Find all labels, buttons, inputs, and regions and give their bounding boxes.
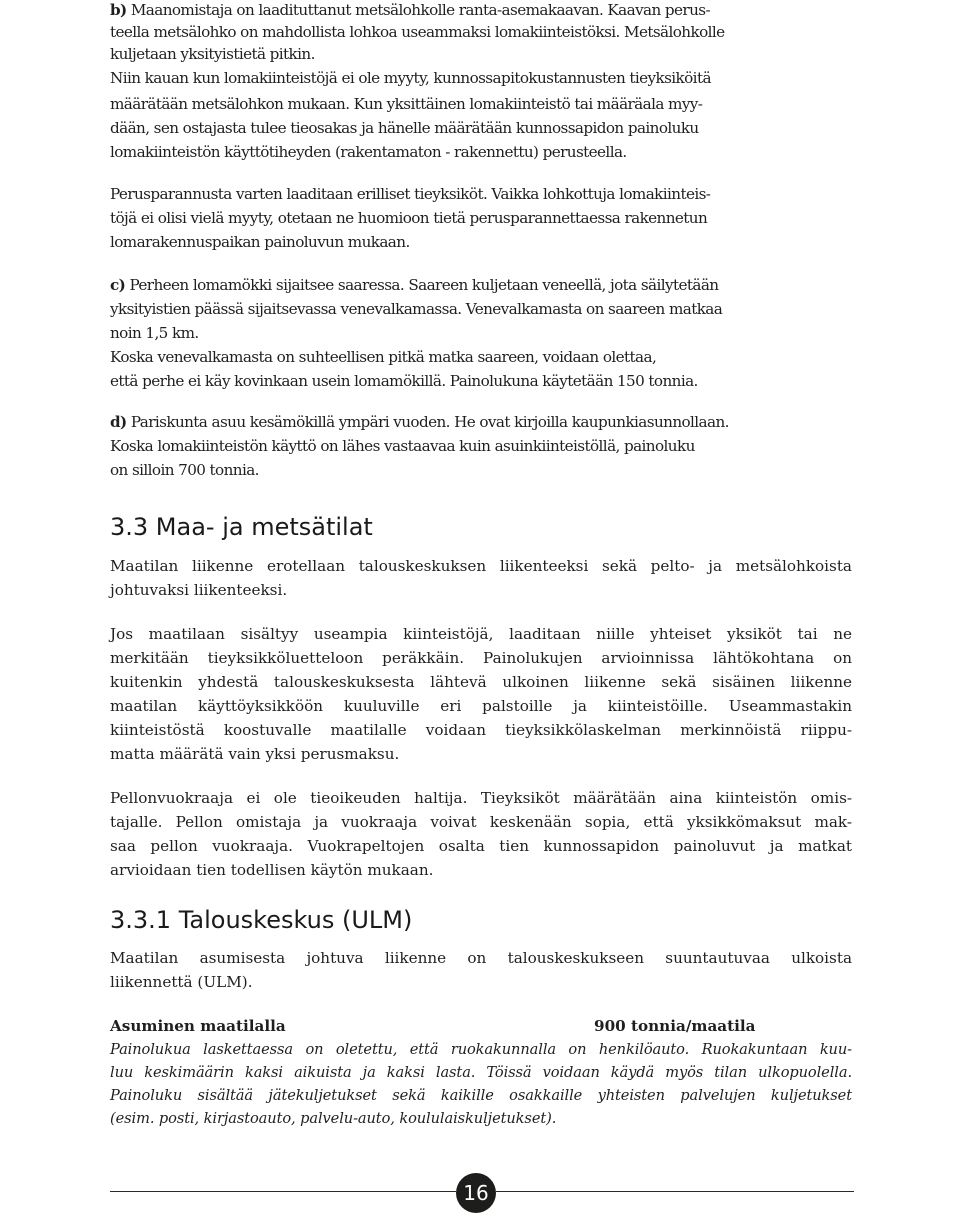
- footer-rule-right: [496, 1191, 854, 1192]
- block-b-line-3: kuljetaan yksityistietä pitkin.: [110, 45, 315, 63]
- block-b-line-6: dään, sen ostajasta tulee tieosakas ja hänelle määrätään kunnossapidon painoluku: [110, 119, 699, 137]
- s33-p2-line-3: kuitenkin yhdestä talouskeskuksesta lähtevä ulkoinen liikenne sekä sisäinen liikenne: [110, 673, 852, 691]
- s33-p3-line-4: arvioidaan tien todellisen käytön mukaan.: [110, 861, 434, 879]
- block-b-line-8: Perusparannusta varten laaditaan erilliset tieyksiköt. Vaikka lohkottuja lomakiinteis-: [110, 185, 711, 203]
- block-b-label: b): [110, 1, 127, 19]
- block-b-line-7: lomakiinteistön käyttötiheyden (rakentamaton - rakennettu) perusteella.: [110, 143, 627, 161]
- block-c-line-1: c) Perheen lomamökki sijaitsee saaressa. Saareen kuljetaan veneellä, jota säilytetään: [110, 276, 719, 294]
- block-c-label: c): [110, 276, 126, 294]
- block-d-line-2: Koska lomakiinteistön käyttö on lähes vastaavaa kuin asuinkiinteistöllä, painoluku: [110, 437, 695, 455]
- s33-p2-line-1: Jos maatilaan sisältyy useampia kiinteistöjä, laaditaan niille yhteiset yksiköt tai ne: [110, 625, 852, 643]
- footer-rule-left: [110, 1191, 456, 1192]
- s33-p3-line-1: Pellonvuokraaja ei ole tieoikeuden haltija. Tieyksiköt määrätään aina kiinteistön omis-: [110, 789, 852, 807]
- block-b-line-5: määrätään metsälohkon mukaan. Kun yksittäinen lomakiinteistö tai määräala myy-: [110, 95, 703, 113]
- s331-p1-line-2: liikennettä (ULM).: [110, 973, 253, 991]
- note-line-2: luu keskimäärin kaksi aikuista ja kaksi lasta. Töissä voidaan käydä myös tilan ulkopuolella.: [110, 1064, 852, 1081]
- s33-p3-line-2: tajalle. Pellon omistaja ja vuokraaja voivat keskenään sopia, että yksikkömaksut mak-: [110, 813, 852, 831]
- section-heading-3-3-1: 3.3.1 Talouskeskus (ULM): [110, 906, 413, 934]
- note-line-3: Painoluku sisältää jätekuljetukset sekä kaikille osakkaille yhteisten palvelujen kuljetukset: [110, 1087, 852, 1104]
- block-c-line-5: että perhe ei käy kovinkaan usein lomamökillä. Painolukuna käytetään 150 tonnia.: [110, 372, 698, 390]
- s33-p2-line-6: matta määrätä vain yksi perusmaksu.: [110, 745, 400, 763]
- block-c-line-2: yksityistien päässä sijaitsevassa venevalkamassa. Venevalkamasta on saareen matkaa: [110, 300, 723, 318]
- block-c-line-3: noin 1,5 km.: [110, 324, 199, 342]
- s33-p1-line-1: Maatilan liikenne erotellaan talouskeskuksen liikenteeksi sekä pelto- ja metsälohkoista: [110, 557, 852, 575]
- block-b-line-9: töjä ei olisi vielä myyty, otetaan ne huomioon tietä perusparannettaessa rakennetun: [110, 209, 708, 227]
- block-d-label: d): [110, 413, 127, 431]
- row-value: 900 tonnia/maatila: [594, 1017, 756, 1035]
- section-heading-3-3: 3.3 Maa- ja metsätilat: [110, 513, 373, 541]
- s33-p2-line-4: maatilan käyttöyksikköön kuuluville eri palstoille ja kiinteistöille. Useammastakin: [110, 697, 852, 715]
- row-label: Asuminen maatilalla: [110, 1017, 286, 1035]
- block-d-line-3: on silloin 700 tonnia.: [110, 461, 259, 479]
- s331-p1-line-1: Maatilan asumisesta johtuva liikenne on talouskeskukseen suuntautuvaa ulkoista: [110, 949, 852, 967]
- block-b-line-2: teella metsälohko on mahdollista lohkoa useammaksi lomakiinteistöksi. Metsälohkolle: [110, 23, 725, 41]
- block-b-line-1: b) Maanomistaja on laadituttanut metsälohkolle ranta-asemakaavan. Kaavan perus-: [110, 1, 711, 19]
- note-line-4: (esim. posti, kirjastoauto, palvelu-auto, koululaiskuljetukset).: [110, 1110, 557, 1127]
- page-number-badge: 16: [456, 1173, 496, 1213]
- s33-p2-line-5: kiinteistöstä koostuvalle maatilalle voidaan tieyksikkölaskelman merkinnöistä riippu-: [110, 721, 852, 739]
- note-line-1: Painolukua laskettaessa on oletettu, että ruokakunnalla on henkilöauto. Ruokakuntaan kuu-: [110, 1041, 852, 1058]
- block-b-line-10: lomarakennuspaikan painoluvun mukaan.: [110, 233, 410, 251]
- s33-p1-line-2: johtuvaksi liikenteeksi.: [110, 581, 288, 599]
- block-b-line-4: Niin kauan kun lomakiinteistöjä ei ole myyty, kunnossapitokustannusten tieyksiköitä: [110, 69, 711, 87]
- block-d-line-1: d) Pariskunta asuu kesämökillä ympäri vuoden. He ovat kirjoilla kaupunkiasunnollaan.: [110, 413, 729, 431]
- block-c-line-4: Koska venevalkamasta on suhteellisen pitkä matka saareen, voidaan olettaa,: [110, 348, 657, 366]
- s33-p3-line-3: saa pellon vuokraaja. Vuokrapeltojen osalta tien kunnossapidon painoluvut ja matkat: [110, 837, 852, 855]
- s33-p2-line-2: merkitään tieyksikköluetteloon peräkkäin. Painolukujen arvioinnissa lähtökohtana on: [110, 649, 852, 667]
